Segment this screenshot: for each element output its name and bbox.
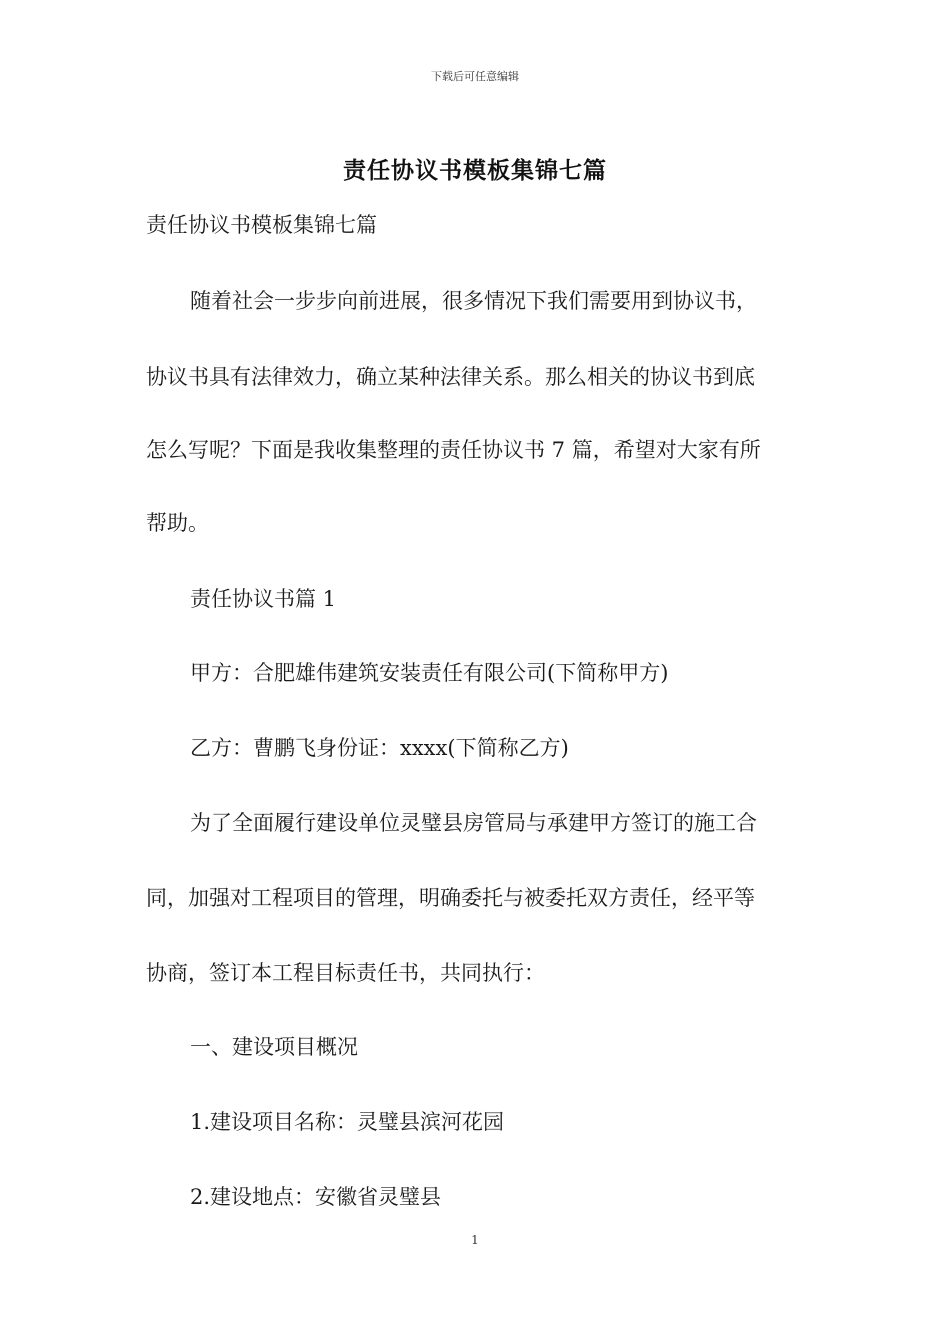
purpose-line-3: 协商，签订本工程目标责任书，共同执行： bbox=[146, 961, 545, 985]
header-note: 下载后可任意编辑 bbox=[431, 70, 519, 83]
chapter-heading: 一、建设项目概况 bbox=[190, 1035, 358, 1059]
intro-line-4: 帮助。 bbox=[146, 511, 209, 535]
intro-line-3: 怎么写呢？下面是我收集整理的责任协议书 7 篇，希望对大家有所 bbox=[146, 438, 761, 462]
purpose-line-2: 同，加强对工程项目的管理，明确委托与被委托双方责任，经平等 bbox=[146, 886, 755, 910]
document-subtitle: 责任协议书模板集锦七篇 bbox=[146, 213, 377, 237]
item-2: 2.建设地点：安徽省灵璧县 bbox=[190, 1185, 442, 1209]
party-a: 甲方：合肥雄伟建筑安装责任有限公司(下简称甲方) bbox=[190, 661, 669, 685]
party-b: 乙方：曹鹏飞身份证：xxxx(下简称乙方) bbox=[190, 736, 569, 760]
purpose-line-1: 为了全面履行建设单位灵璧县房管局与承建甲方签订的施工合 bbox=[190, 811, 757, 835]
item-1: 1.建设项目名称：灵璧县滨河花园 bbox=[190, 1110, 505, 1134]
intro-line-1: 随着社会一步步向前进展，很多情况下我们需要用到协议书， bbox=[190, 289, 757, 313]
intro-line-2: 协议书具有法律效力，确立某种法律关系。那么相关的协议书到底 bbox=[146, 365, 755, 389]
section-heading: 责任协议书篇 1 bbox=[190, 587, 337, 611]
page-number: 1 bbox=[471, 1233, 479, 1247]
document-title: 责任协议书模板集锦七篇 bbox=[343, 157, 607, 184]
